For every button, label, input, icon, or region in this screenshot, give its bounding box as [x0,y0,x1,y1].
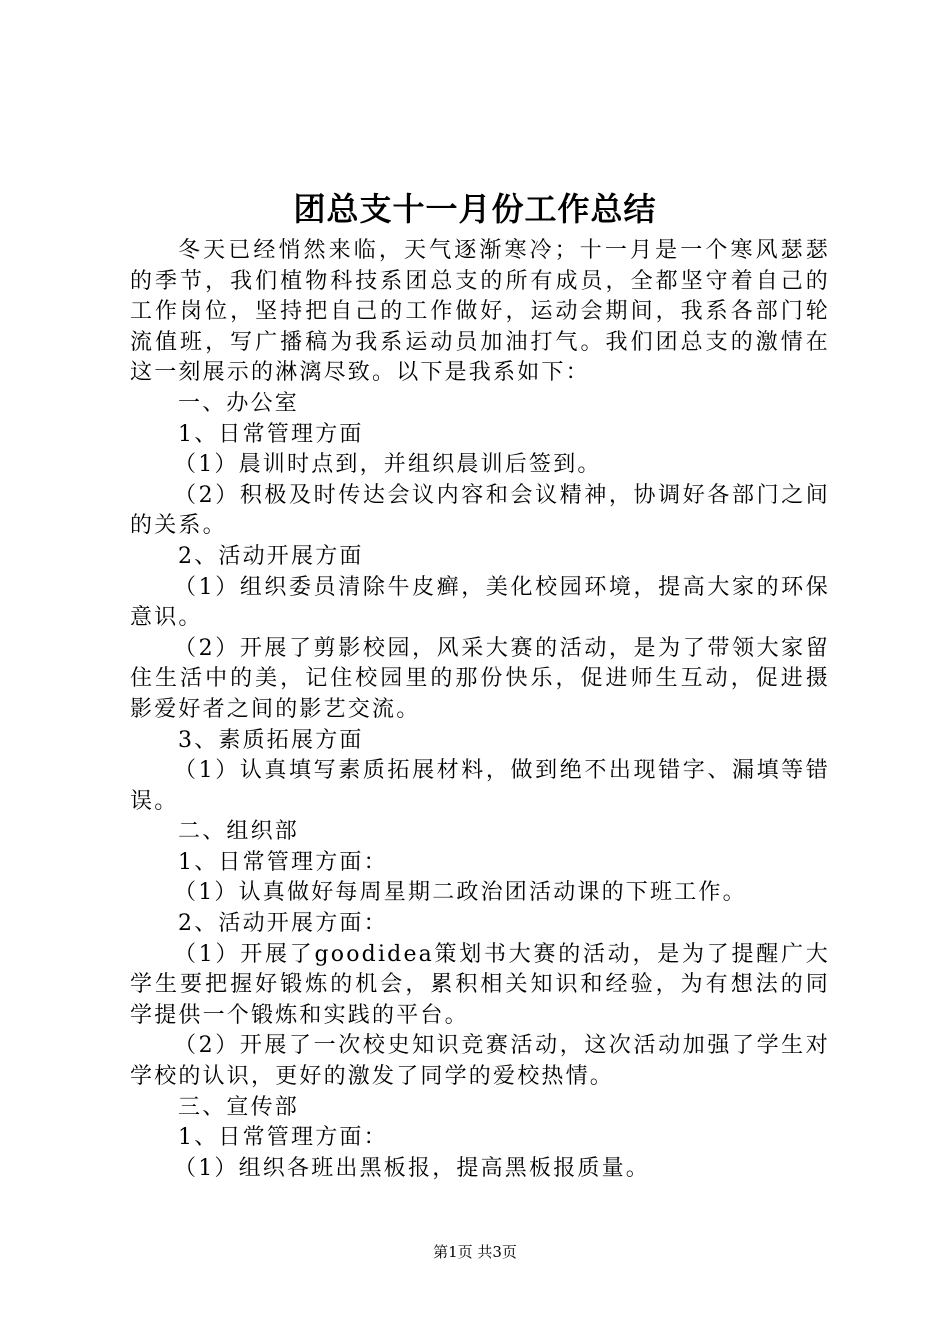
section-heading-publicity: 三、宣传部 [178,1094,300,1120]
page-footer: 第1页 共3页 [433,1243,517,1261]
list-item: （1）开展了goodidea策划书大赛的活动，是为了提醒广大学生要把握好锻炼的机会，累积相关知识和经验，为有想法的同学提供一个锻炼和实践的平台。 [130,941,830,1028]
list-item: （2）开展了剪影校园，风采大赛的活动，是为了带领大家留住生活中的美，记住校园里的那份快乐，促进师生互动，促进摄影爱好者之间的影艺交流。 [130,635,830,722]
list-item: （1）认真做好每周星期二政治团活动课的下班工作。 [174,880,747,906]
subheading: 2、活动开展方面： [178,911,388,937]
list-item: （1）认真填写素质拓展材料，做到绝不出现错字、漏填等错误。 [130,758,830,814]
list-item: （2）开展了一次校史知识竞赛活动，这次活动加强了学生对学校的认识，更好的激发了同学的爱校热情。 [130,1033,830,1090]
subheading: 2、活动开展方面 [178,543,364,569]
document-body [130,236,830,1184]
subheading: 1、日常管理方面 [178,421,364,447]
intro-paragraph: 冬天已经悄然来临，天气逐渐寒冷；十一月是一个寒风瑟瑟的季节，我们植物科技系团总支的所有成员，全都坚守着自己的工作岗位，坚持把自己的工作做好，运动会期间，我系各部门轮流值班，写广播稿为我系运动员加油打气。我们团总支的激情在这一刻展示的淋漓尽致。以下是我系如下： [130,238,830,386]
subheading: 1、日常管理方面： [178,849,388,875]
section-heading-office: 一、办公室 [178,390,300,416]
section-heading-organization: 二、组织部 [178,819,300,845]
subheading: 3、素质拓展方面 [178,727,364,753]
list-item: （1）晨训时点到，并组织晨训后签到。 [174,452,602,478]
list-item: （1）组织各班出黑板报，提高黑板报质量。 [174,1155,650,1181]
list-item: （1）组织委员清除牛皮癣，美化校园环境，提高大家的环保意识。 [130,574,830,631]
subheading: 1、日常管理方面： [178,1125,388,1151]
document-title: 团总支十一月份工作总结 [293,190,657,228]
list-item: （2）积极及时传达会议内容和会议精神，协调好各部门之间的关系。 [130,482,830,539]
